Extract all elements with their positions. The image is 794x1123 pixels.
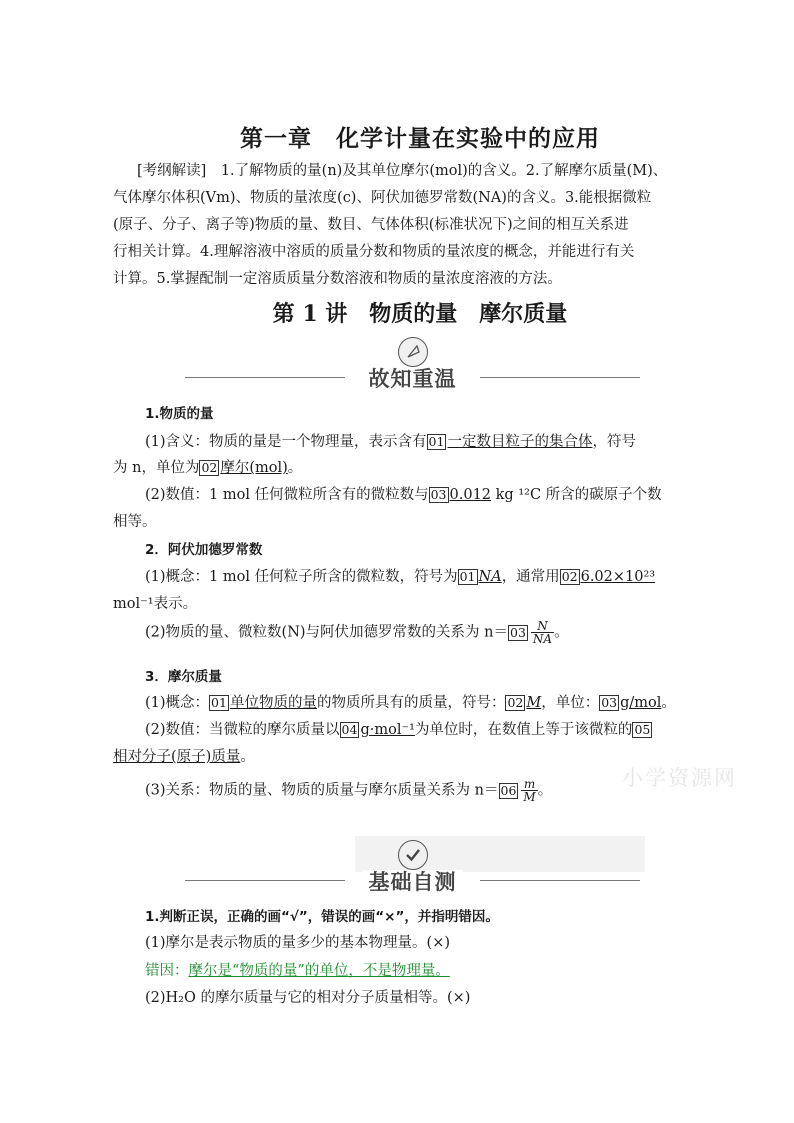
answer-number-box: 02	[201, 460, 218, 475]
sec1-line-2: 为 n，单位为 02 摩尔(mol)。	[113, 460, 303, 476]
syllabus	[113, 158, 683, 293]
syllabus-line-1	[113, 158, 683, 185]
section-heading-3: 3．摩尔质量	[145, 669, 222, 685]
fraction-n-over-na: $\frac{N}{NA}$	[532, 619, 553, 646]
answer-number-box: 05	[634, 722, 651, 737]
sec2-line-1: (1)概念：1 mol 任何粒子所含的微粒数，符号为 01 NA，通常用 02 6.02×10²³	[145, 569, 656, 585]
test-item-2: (2)H₂O 的摩尔质量与它的相对分子质量相等。(×)	[145, 990, 471, 1006]
answer-number-box: 01	[428, 434, 445, 449]
answer-number-box: 04	[341, 722, 358, 737]
section-banner-review	[185, 337, 640, 397]
sec3-line-4: (3)关系：物质的量、物质的质量与摩尔质量关系为 n＝ 06 $\frac{m}{M}$ 。	[145, 777, 553, 804]
sec3-line-2: (2)数值：当微粒的摩尔质量以 04 g·mol⁻¹为单位时，在数值上等于该微粒的 05	[145, 722, 651, 738]
answer-blank: 6.02×10²³	[580, 569, 656, 585]
answer-blank: g·mol⁻¹	[360, 722, 415, 738]
syllabus-line-2: 气体摩尔体积(Vm)、物质的量浓度(c)、阿伏加德罗常数(NA)的含义。3.能根据微粒	[113, 190, 652, 206]
section-heading-2: 2．阿伏加德罗常数	[145, 542, 263, 558]
answer-blank: 摩尔(mol)	[220, 460, 288, 476]
answer-number-box: 02	[507, 695, 524, 710]
sec1-line-1: (1)含义：物质的量是一个物理量，表示含有 01 一定数目粒子的集合体，符号	[145, 434, 636, 450]
watermark: 小学资源网	[622, 766, 737, 790]
answer-blank: NA	[478, 569, 502, 585]
sec1-line-3: (2)数值：1 mol 任何微粒所含有的微粒数与 03 0.012 kg ¹²C 所含的碳原子个数	[145, 487, 662, 503]
answer-number-box: 06	[500, 782, 517, 798]
answer-blank: g/mol	[620, 695, 662, 711]
test-reason-1: 错因：摩尔是“物质的量”的单位，不是物理量。	[145, 963, 450, 979]
answer-blank: 相对分子(原子)质量	[113, 749, 241, 765]
answer-number-box: 03	[430, 487, 447, 502]
answer-number-box: 02	[561, 569, 578, 584]
test-question-1: 1.判断正误，正确的画“√”，错误的画“×”，并指明错因。	[145, 909, 499, 925]
answer-number-box: 03	[510, 624, 526, 640]
sec3-line-3: 相对分子(原子)质量。	[113, 749, 255, 765]
sec2-line-2: mol⁻¹表示。	[113, 596, 198, 612]
answer-blank: M	[526, 695, 542, 711]
lecture-title: 第 1 讲 物质的量 摩尔质量	[272, 301, 568, 327]
syllabus-tag: [考纲解读]	[137, 163, 207, 179]
sec2-line-3: (2)物质的量、微粒数(N)与阿伏加德罗常数的关系为 n＝ 03 $\frac{N}{NA}$ 。	[145, 619, 569, 646]
syllabus-text-1: 1.了解物质的量(n)及其单位摩尔(mol)的含义。2.了解摩尔质量(M)、	[220, 163, 668, 179]
answer-blank: 一定数目粒子的集合体	[447, 434, 593, 450]
answer-blank: 0.012	[449, 487, 492, 503]
banner-title-selftest: 基础自测	[185, 866, 640, 896]
chapter-title: 第一章 化学计量在实验中的应用	[240, 125, 600, 152]
answer-number-box: 01	[459, 569, 476, 584]
sec3-line-1: (1)概念： 01 单位物质的量的物质所具有的质量，符号： 02 M，单位： 03 g/mol。	[145, 695, 676, 711]
section-banner-selftest	[185, 840, 640, 900]
syllabus-line-5: 计算。5.掌握配制一定溶质质量分数溶液和物质的量浓度溶液的方法。	[113, 271, 562, 287]
answer-blank: 单位物质的量	[229, 695, 317, 711]
syllabus-line-3: (原子、分子、离子等)物质的量、数目、气体体积(标准状况下)之间的相互关系进	[113, 217, 629, 233]
banner-title-review: 故知重温	[185, 363, 640, 393]
fraction-m-over-m: $\frac{m}{M}$	[523, 777, 536, 804]
test-item-1: (1)摩尔是表示物质的量多少的基本物理量。(×)	[145, 935, 451, 951]
syllabus-line-4: 行相关计算。4.理解溶液中溶质的质量分数和物质的量浓度的概念，并能进行有关	[113, 244, 635, 260]
answer-number-box: 01	[211, 695, 227, 710]
section-heading-1: 1.物质的量	[145, 406, 214, 422]
sec1-line-4: 相等。	[113, 514, 157, 530]
answer-number-box: 03	[601, 695, 618, 710]
